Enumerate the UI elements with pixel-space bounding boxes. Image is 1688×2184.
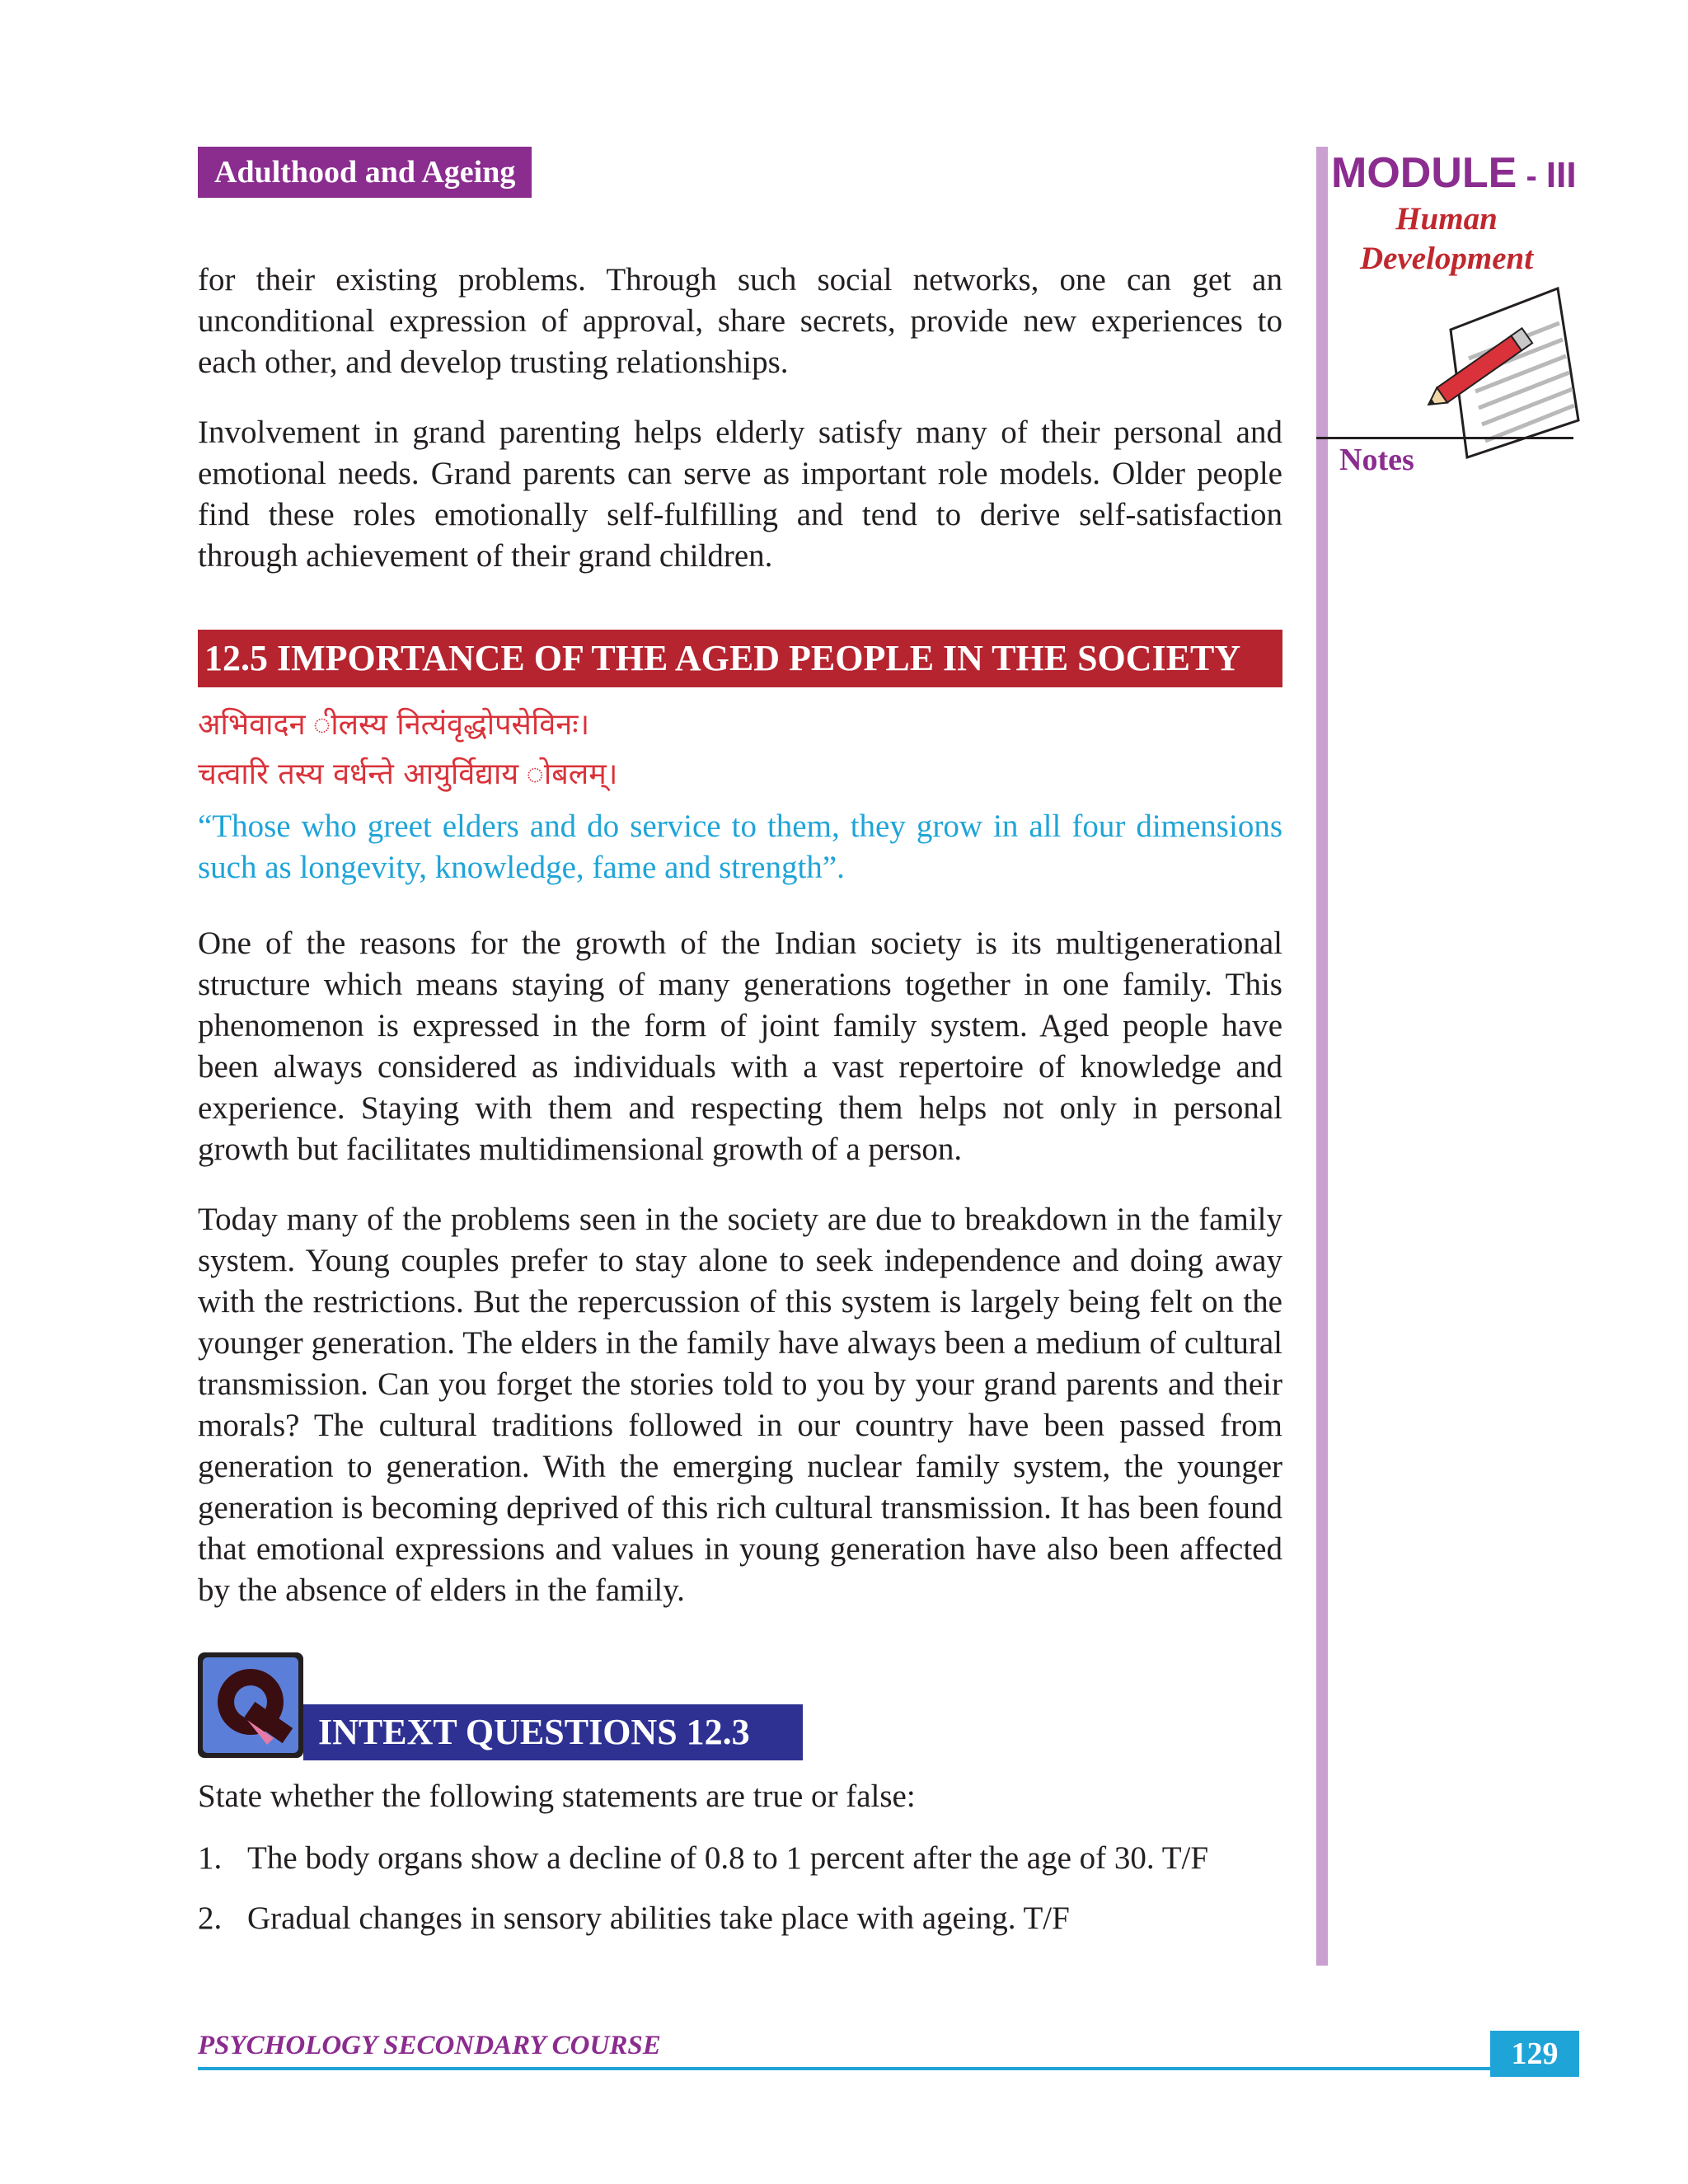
question-text: Gradual changes in sensory abilities take place with ageing. T/F: [247, 1900, 1070, 1936]
module-word: MODULE: [1331, 149, 1517, 197]
question-text: The body organs show a decline of 0.8 to 1 percent after the age of 30. T/F: [247, 1840, 1209, 1876]
paragraph-1: for their existing problems. Through such social networks, one can get an unconditional expression of approval, share secrets, provide new experiences to each other, and develop trusting relationships.: [198, 262, 1282, 380]
section-heading: 12.5 IMPORTANCE OF THE AGED PEOPLE IN THE SOCIETY: [198, 630, 1282, 687]
footer-rule: [198, 2067, 1490, 2070]
question-number: 2.: [198, 1900, 223, 1936]
paragraph-3: One of the reasons for the growth of the Indian society is its multigenerational structure which means staying of many generations together in one family. This phenomenon is expressed in the form of joint family system. Aged people have been always considered as individuals with a vast repertoire of knowledge and experience. Staying with them and respecting them helps not only in personal growth but facilitates multidimensional growth of a person.: [198, 926, 1282, 1167]
question-number: 1.: [198, 1840, 223, 1876]
module-subtitle-line2: Development: [1359, 241, 1534, 276]
q-glyph: [198, 1652, 303, 1758]
notepad-pencil-icon: [1418, 280, 1582, 462]
question-2: [198, 1898, 1302, 1939]
sanskrit-verse-line2: चत्वारि तस्य वर्धन्ते आयुर्विद्याय ोबलम्।: [198, 757, 618, 791]
intext-instruction: State whether the following statements are true or false:: [198, 1779, 916, 1814]
footer-course-title: PSYCHOLOGY SECONDARY COURSE: [198, 2031, 661, 2060]
intext-heading: INTEXT QUESTIONS 12.3: [303, 1704, 803, 1760]
notes-label: Notes: [1339, 443, 1414, 477]
module-dash: -: [1517, 158, 1546, 194]
notes-rule: [1316, 437, 1573, 439]
module-number: III: [1545, 155, 1577, 195]
margin-divider: [1316, 147, 1328, 1966]
page-number: 129: [1490, 2031, 1579, 2077]
paragraph-2: Involvement in grand parenting helps elderly satisfy many of their personal and emotional needs. Grand parents can serve as important role models. Older people find these roles emotionally self-fulfilling and tend to derive self-satisfaction through achievement of their grand children.: [198, 415, 1282, 574]
module-title: [1331, 148, 1577, 201]
verse-translation: “Those who greet elders and do service to them, they grow in all four dimensions such as longevity, knowledge, fame and strength”.: [198, 808, 1282, 885]
paragraph-4: Today many of the problems seen in the society are due to breakdown in the family system. Young couples prefer to stay alone to seek independence and doing away with the restrictions. But the repercussion of this system is largely being felt on the younger generation. The elders in the family have always been a medium of cultural transmission. Can you forget the stories told to you by your grand parents and their morals? The cultural traditions followed in our country have been passed from generation to generation. With the emerging nuclear family system, the younger generation is becoming deprived of this rich cultural transmission. It has been found that emotional expressions and values in young generation have also been affected by the absence of elders in the family.: [198, 1202, 1282, 1608]
module-subtitle-line1: Human: [1395, 201, 1498, 237]
chapter-tag: Adulthood and Ageing: [198, 147, 532, 198]
question-1: [198, 1838, 1302, 1879]
sanskrit-verse-line1: अभिवादन ीलस्य नित्यंवृद्धोपसेविनः।: [198, 708, 590, 742]
q-icon: [198, 1652, 303, 1758]
